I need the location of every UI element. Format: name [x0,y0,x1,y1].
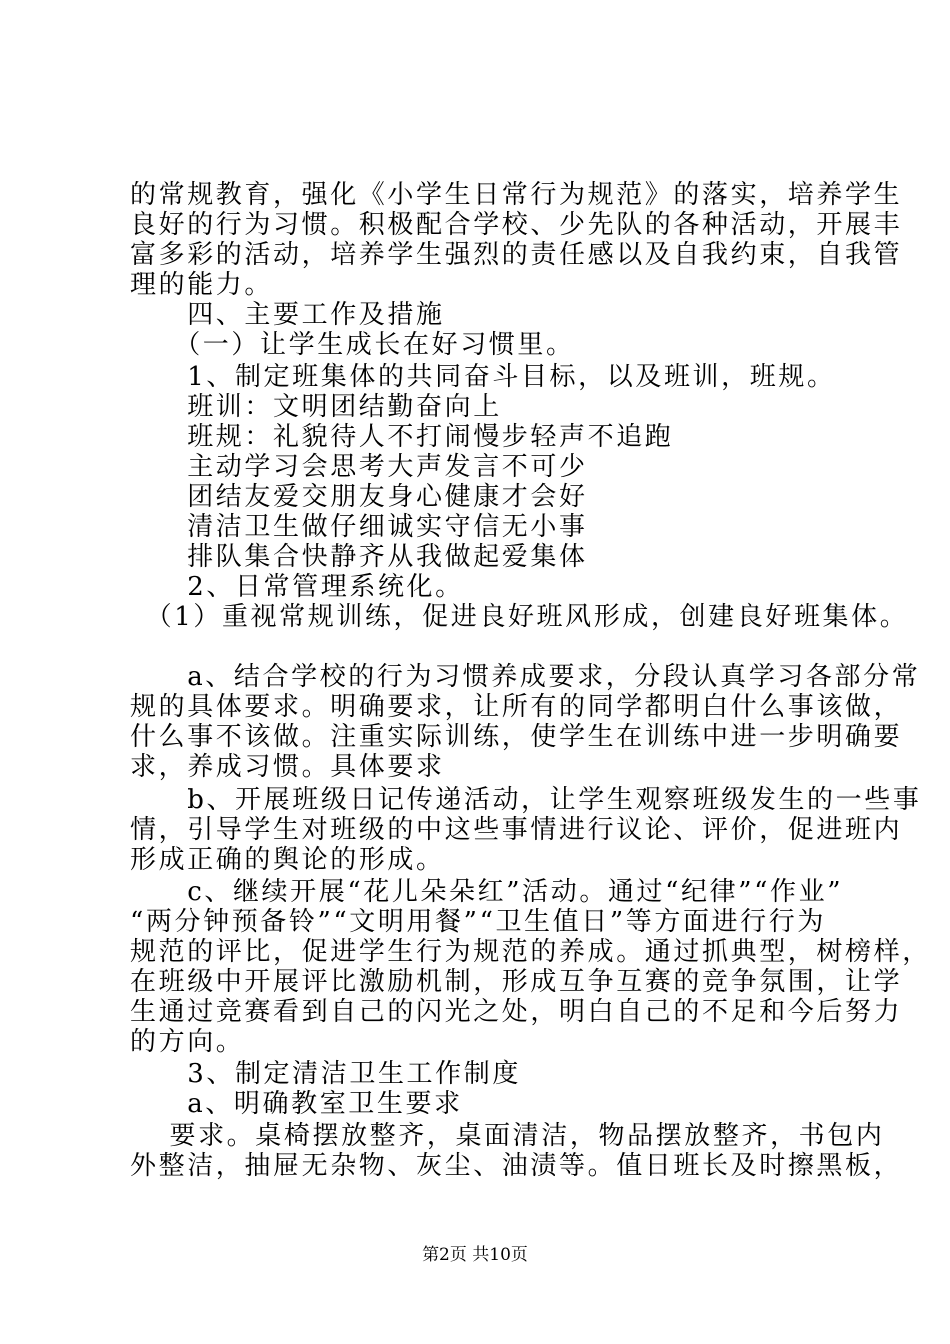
body-line: 的常规教育，强化《小学生日常行为规范》的落实，培养学生 [130,180,903,210]
body-line: 在班级中开展评比激励机制，形成互争互赛的竞争氛围，让学 [130,967,903,997]
body-line: 富多彩的活动，培养学生强烈的责任感以及自我约束，自我管 [130,240,903,270]
body-line: 外整洁，抽屉无杂物、灰尘、油渍等。值日班长及时擦黑板， [130,1151,903,1181]
body-line: 生通过竞赛看到自己的闪光之处，明白自己的不足和今后努力 [130,997,903,1027]
class-rules-line: 主动学习会思考大声发言不可少 [130,452,588,482]
class-rules-line: 团结友爱交朋友身心健康才会好 [130,482,588,512]
body-line: 1、制定班集体的共同奋斗目标，以及班训，班规。 [130,362,836,392]
body-line: 什么事不该做。注重实际训练，使学生在训练中进一步明确要 [130,722,903,752]
body-line: 形成正确的舆论的形成。 [130,845,445,875]
section-heading: 四、主要工作及措施 [130,300,445,330]
body-line: 规范的评比，促进学生行为规范的养成。通过抓典型，树榜样， [130,937,931,967]
class-rules-line: 清洁卫生做仔细诚实守信无小事 [130,512,588,542]
page-footer: 第2页 共10页 [422,1245,528,1265]
class-rules: 班规：礼貌待人不打闹慢步轻声不追跑 [130,422,674,452]
body-line: 理的能力。 [130,270,274,300]
body-line: 规的具体要求。明确要求，让所有的同学都明白什么事该做， [130,692,903,722]
body-line: 的方向。 [130,1027,245,1057]
body-line: a、结合学校的行为习惯养成要求，分段认真学习各部分常 [130,662,921,692]
class-rules-line: 排队集合快静齐从我做起爱集体 [130,542,588,572]
body-line: “两分钟预备铃”“文明用餐”“卫生值日”等方面进行行为 [130,907,826,937]
subsection-heading: （一）让学生成长在好习惯里。 [130,330,575,360]
body-line: （1）重视常规训练，促进良好班风形成，创建良好班集体。 [130,602,909,632]
body-line: 良好的行为习惯。积极配合学校、少先队的各种活动，开展丰 [130,210,903,240]
body-line: 3、制定清洁卫生工作制度 [130,1059,521,1089]
body-line: c、继续开展“花儿朵朵红”活动。通过“纪律”“作业” [130,877,844,907]
body-line: 2、日常管理系统化。 [130,572,464,602]
body-line: 情，引导学生对班级的中这些事情进行议论、评价，促进班内 [130,815,903,845]
body-line: b、开展班级日记传递活动，让学生观察班级发生的一些事 [130,785,922,815]
body-line: 要求。桌椅摆放整齐，桌面清洁，物品摆放整齐，书包内 [130,1121,885,1151]
body-line: 求，养成习惯。具体要求 [130,752,445,782]
body-line: a、明确教室卫生要求 [130,1089,463,1119]
class-motto: 班训：文明团结勤奋向上 [130,392,502,422]
